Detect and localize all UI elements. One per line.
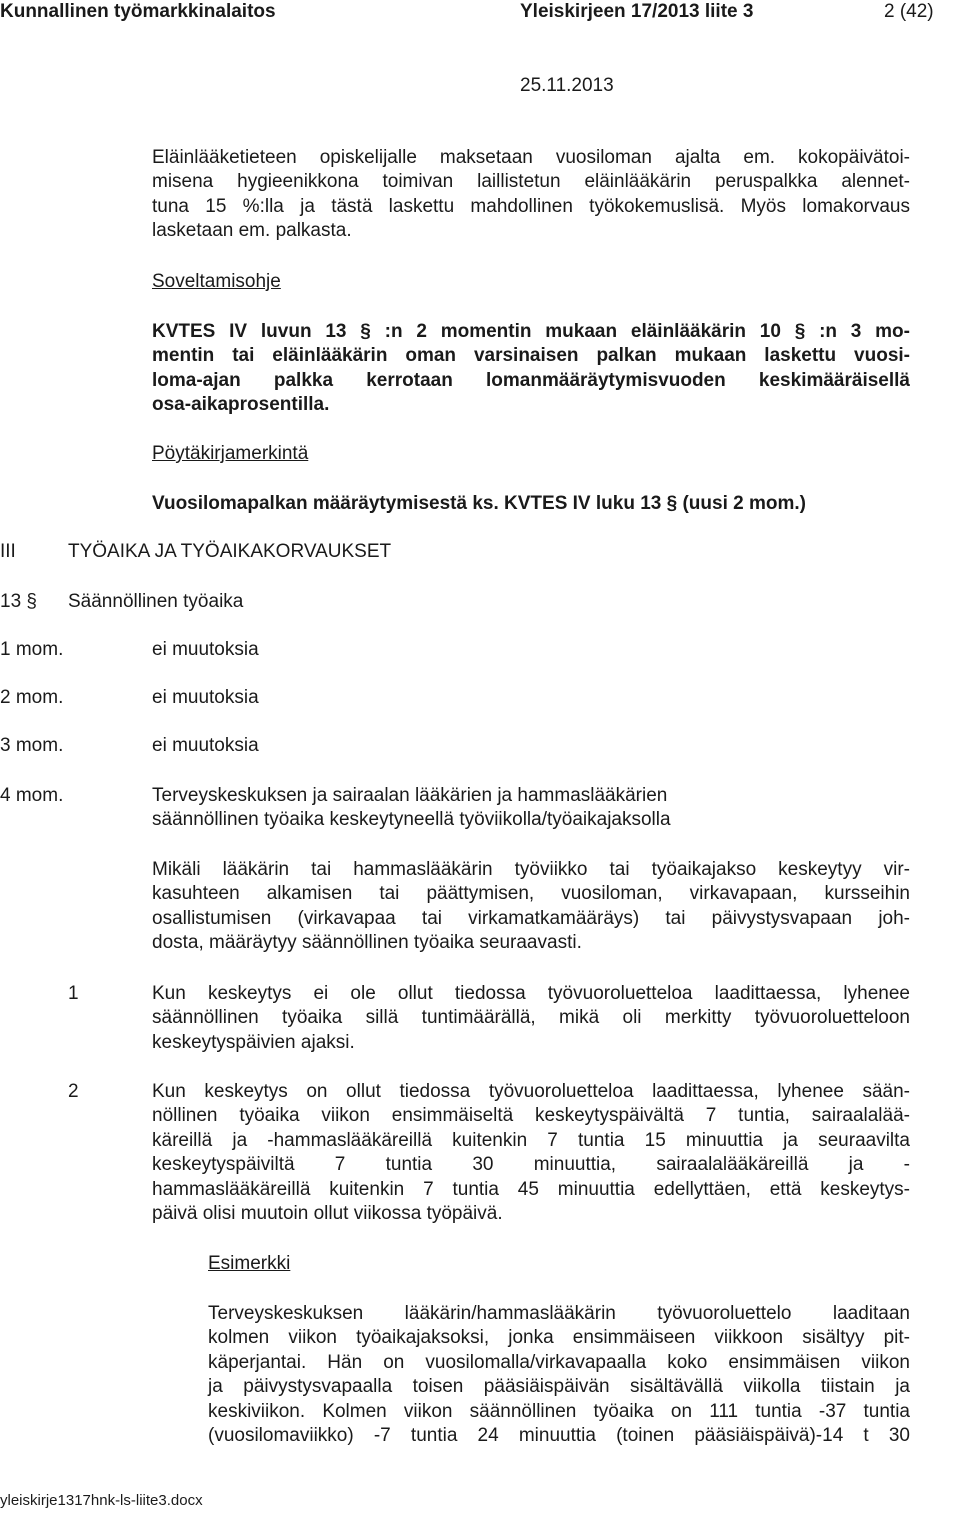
text-line: kolmen viikon työaikajaksoksi, jonka ensimmäiseen viikkoon sisältyy pit- [208, 1327, 910, 1349]
section-number: III [0, 541, 16, 562]
moment-text: ei muutoksia [152, 687, 259, 708]
text-line: mentin tai eläinlääkärin oman varsinaisen palkan mukaan laskettu vuosi- [152, 345, 910, 367]
text-line: osallistumisen (virkavapaa tai virkamatkamääräys) tai päivystysvapaan joh- [152, 907, 910, 929]
text-line: säännöllinen työaika keskeytyneellä työviikolla/työaikajaksolla [152, 809, 671, 831]
moment-label: 3 mom. [0, 735, 64, 756]
text-line: säännöllinen työaika sillä tuntimäärällä, mikä oli merkitty työvuoroluetteloon [152, 1007, 910, 1029]
moment-text: ei muutoksia [152, 639, 259, 660]
text-line: käreillä ja -hammaslääkäreillä kuitenkin 7 tuntia 15 minuuttia ja seuraavilta [152, 1129, 910, 1151]
text-line: keskeytyspäivien ajaksi. [152, 1031, 355, 1053]
text-line: lasketaan em. palkasta. [152, 220, 352, 242]
moment-label: 4 mom. [0, 785, 64, 806]
text-line: Terveyskeskuksen lääkärin/hammaslääkärin työvuoroluettelo laaditaan [208, 1303, 910, 1324]
poytakirjamerkinta-text: Vuosilomapalkan määräytymisestä ks. KVTES IV luku 13 § (uusi 2 mom.) [152, 493, 806, 514]
text-line: dosta, määräytyy säännöllinen työaika seuraavasti. [152, 932, 582, 954]
moment-text: ei muutoksia [152, 735, 259, 756]
paragraph-label: 13 § [0, 591, 37, 612]
moment-row [0, 734, 63, 758]
text-line: osa-aikaprosentilla. [152, 394, 330, 416]
intro-paragraph [152, 146, 910, 244]
soveltamisohje-heading: Soveltamisohje [152, 271, 281, 292]
text-line: Terveyskeskuksen ja sairaalan lääkärien ja hammaslääkärien [152, 785, 668, 806]
item-text [152, 1080, 910, 1226]
mom4-title [152, 784, 671, 833]
text-line: ja päivystysvapaalla toisen pääsiäispäivän sisältävällä viikolla tiistain ja [208, 1376, 910, 1398]
moment-label: 1 mom. [0, 639, 64, 660]
text-line: loma-ajan palkka kerrotaan lomanmääräytymisvuoden keskimääräisellä [152, 369, 910, 391]
header-date: 25.11.2013 [520, 75, 614, 96]
item-text [152, 982, 910, 1055]
moment-row [0, 686, 63, 710]
text-line: (vuosilomaviikko) -7 tuntia 24 minuuttia (toinen pääsiäispäivä)-14 t 30 [208, 1425, 910, 1447]
text-line: päivä olisi muutoin ollut viikossa työpäivä. [152, 1203, 503, 1225]
text-line: tuna 15 %:lla ja tästä laskettu mahdollinen työkokemuslisä. Myös lomakorvaus [152, 195, 910, 217]
header-center: Yleiskirjeen 17/2013 liite 3 [520, 1, 754, 22]
text-line: keskiviikon. Kolmen viikon säännöllinen työaika on 111 tuntia -37 tuntia [208, 1400, 910, 1422]
text-line: KVTES IV luvun 13 § :n 2 momentin mukaan eläinlääkärin 10 § :n 3 mo- [152, 321, 910, 342]
moment-label: 2 mom. [0, 687, 64, 708]
header-left: Kunnallinen työmarkkinalaitos [0, 1, 276, 22]
text-line: hammaslääkäreillä kuitenkin 7 tuntia 45 minuuttia edellyttäen, että keskeytys- [152, 1178, 910, 1200]
paragraph-title: Säännöllinen työaika [68, 591, 244, 612]
text-line: kasuhteen alkamisen tai päättymisen, vuosiloman, virkavapaan, kursseihin [152, 883, 910, 905]
mom4-body [152, 858, 910, 956]
text-line: käperjantai. Hän on vuosilomalla/virkavapaalla koko ensimmäisen viikon [208, 1351, 910, 1373]
text-line: Mikäli lääkärin tai hammaslääkärin työviikko tai työaikajakso keskeytyy vir- [152, 859, 910, 880]
moment-row [0, 638, 63, 662]
item-number: 1 [68, 983, 79, 1004]
footer-filename: yleiskirje1317hnk-ls-liite3.docx [0, 1492, 203, 1509]
header-page-number: 2 (42) [884, 1, 934, 22]
esimerkki-heading: Esimerkki [208, 1253, 291, 1274]
text-line: misena hygieenikkona toimivan laillistetun eläinlääkärin peruspalkka alennet- [152, 171, 910, 193]
text-line: nöllinen työaika viikon ensimmäiseltä keskeytyspäivältä 7 tuntia, sairaalalää- [152, 1105, 910, 1127]
poytakirjamerkinta-heading: Pöytäkirjamerkintä [152, 443, 309, 464]
text-line: Kun keskeytys on ollut tiedossa työvuoroluetteloa laadittaessa, lyhenee sään- [152, 1081, 910, 1102]
section-title: TYÖAIKA JA TYÖAIKAKORVAUKSET [68, 541, 392, 562]
text-line: Kun keskeytys ei ole ollut tiedossa työvuoroluetteloa laadittaessa, lyhenee [152, 983, 910, 1004]
text-line: keskeytyspäiviltä 7 tuntia 30 minuuttia, sairaalalääkäreillä ja - [152, 1154, 910, 1176]
esimerkki-paragraph [208, 1302, 910, 1448]
soveltamisohje-paragraph [152, 320, 910, 418]
text-line: Eläinlääketieteen opiskelijalle maksetaan vuosiloman ajalta em. kokopäivätoi- [152, 147, 910, 168]
item-number: 2 [68, 1081, 79, 1102]
